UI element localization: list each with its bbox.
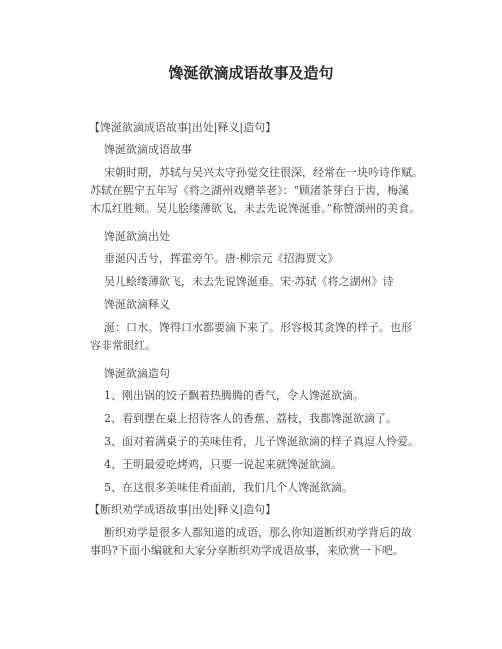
example-sentence: 5、在这很多美味佳肴面前，我们几个人馋涎欲滴。 <box>104 481 353 494</box>
section-header: 【断织劝学成语故事|出处|释义|造句】 <box>89 503 277 516</box>
meaning-line: 容非常眼红。 <box>90 339 156 352</box>
source-heading: 馋涎欲滴出处 <box>104 230 170 243</box>
source-line: 吴儿鲙缕薄欲飞，未去先说馋涎垂。宋·苏轼《将之湖州》诗 <box>104 275 394 288</box>
source-line: 垂涎闪舌兮，挥霍旁午。唐·柳宗元《招海贾文》 <box>104 252 339 265</box>
intro-line: 断织劝学是很多人都知道的成语，那么你知道断织劝学背后的故 <box>104 526 412 539</box>
story-line: 宋朝时期，苏轼与吴兴太守孙觉交往很深，经常在一块吟诗作赋。 <box>104 166 423 179</box>
examples-heading: 馋涎欲滴造句 <box>104 367 170 380</box>
page-title: 馋涎欲滴成语故事及造句 <box>168 64 334 82</box>
section-header: 【馋涎欲滴成语故事|出处|释义|造句】 <box>89 121 277 134</box>
example-sentence: 1、刚出锅的饺子飘着热腾腾的香气，令人馋涎欲滴。 <box>104 389 364 402</box>
story-line: 苏轼在熙宁五年写《将之湖州戏赠莘老》：“顾渚茶芽白于齿，梅溪 <box>90 184 410 197</box>
meaning-heading: 馋涎欲滴释义 <box>104 298 170 311</box>
example-sentence: 4、王明最爱吃烤鸡，只要一说起来就馋涎欲滴。 <box>104 458 342 471</box>
example-sentence: 2、看到摆在桌上招待客人的香蕉、荔枝，我都馋涎欲滴了。 <box>104 412 397 425</box>
meaning-line: 涎：口水。馋得口水都要滴下来了。形容极其贪馋的样子。也形 <box>104 321 412 334</box>
story-line: 木瓜红胜颊。吴儿脍缕薄欲飞，未去先说馋涎垂。”称赞湖州的美食。 <box>90 202 421 215</box>
story-heading: 馋涎欲滴成语故事 <box>104 143 192 156</box>
intro-line: 事吗?下面小编就和大家分享断织劝学成语故事，来欣赏一下吧。 <box>90 544 404 557</box>
example-sentence: 3、面对着满桌子的美味佳肴，儿子馋涎欲滴的样子真逗人怜爱。 <box>104 435 419 448</box>
